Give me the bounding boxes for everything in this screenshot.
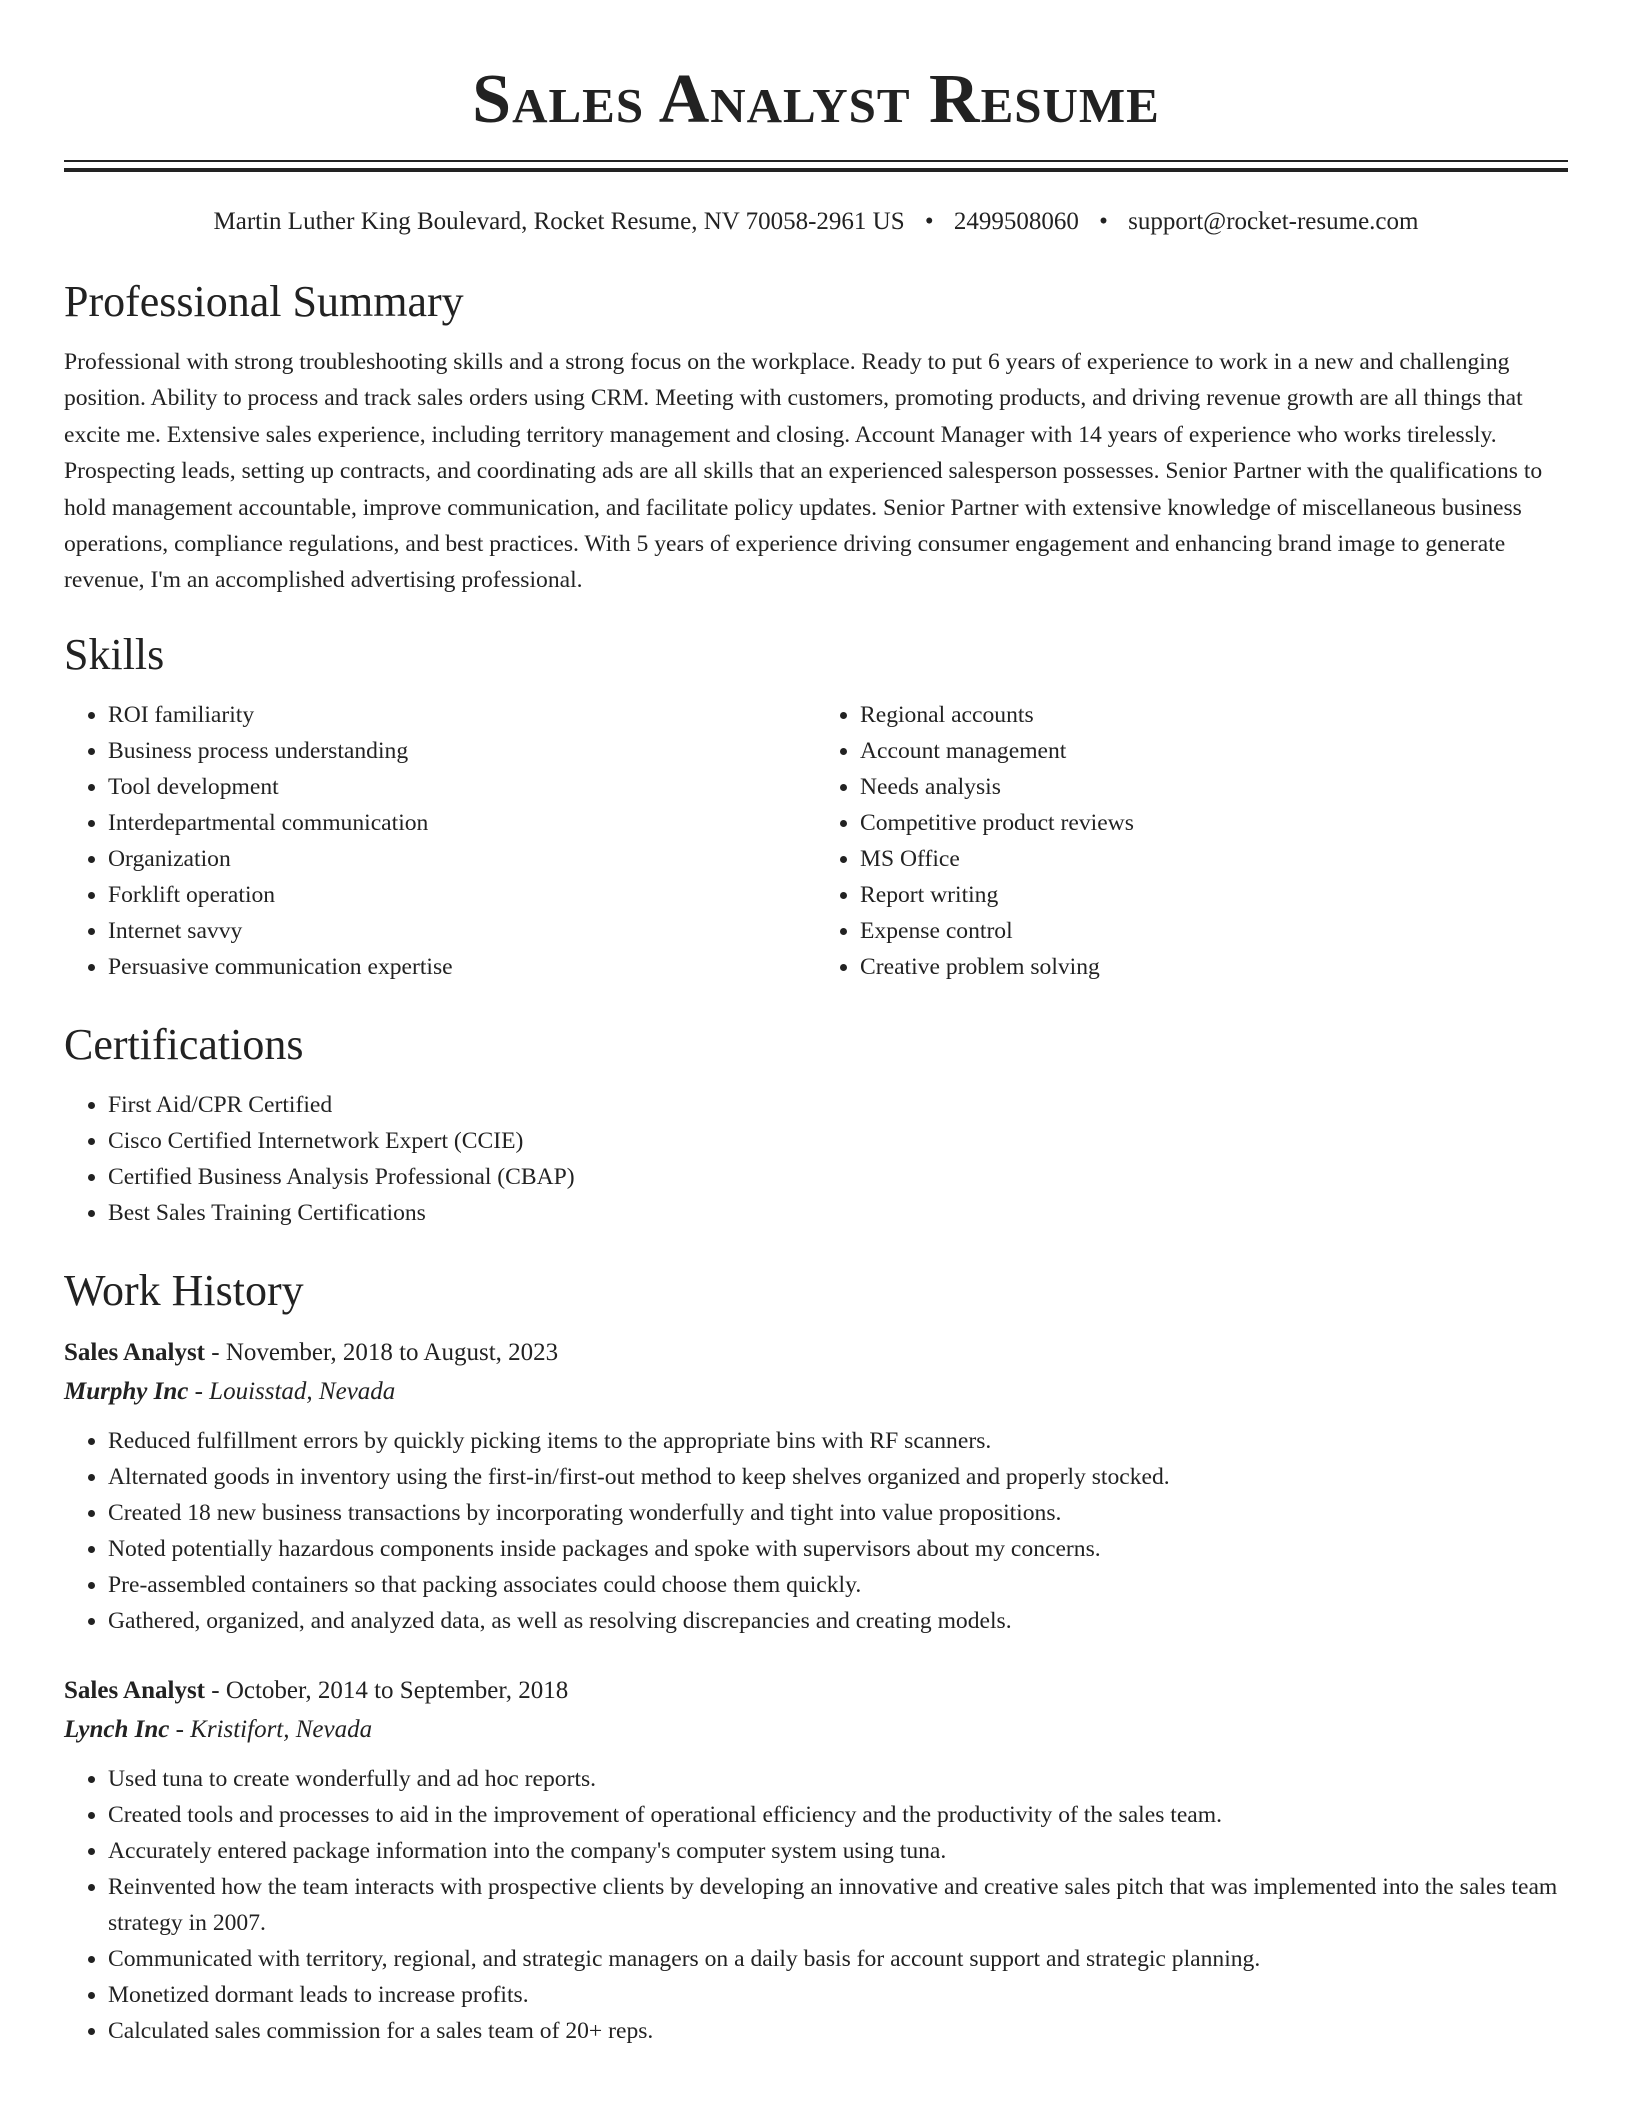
job-entry <box>64 1333 1568 1639</box>
divider-thin-line <box>64 160 1568 162</box>
list-item: • Noted potentially hazardous components inside packages and spoke with supervisors about my concerns. <box>108 1531 1568 1567</box>
list-item: • Competitive product reviews <box>860 805 1568 841</box>
contact-email: support@rocket-resume.com <box>1128 208 1419 235</box>
list-item: • Organization <box>108 841 816 877</box>
list-item: • Regional accounts <box>860 697 1568 733</box>
professional-summary-section <box>64 274 1568 599</box>
section-heading: Work History <box>64 1265 304 1315</box>
list-item: • Pre-assembled containers so that packing associates could choose them quickly. <box>108 1567 1568 1603</box>
list-item: • Reinvented how the team interacts with prospective clients by developing an innovative and creative sales pitch that was implemented into the sales team strategy in 2007. <box>108 1869 1568 1941</box>
list-item: • Gathered, organized, and analyzed data, as well as resolving discrepancies and creating models. <box>108 1603 1568 1639</box>
list-item: • Tool development <box>108 769 816 805</box>
job-dates: - November, 2018 to August, 2023 <box>205 1338 559 1366</box>
list-item: • Accurately entered package information into the company's computer system using tuna. <box>108 1833 1568 1869</box>
skills-list-left <box>64 697 816 985</box>
job-dates: - October, 2014 to September, 2018 <box>205 1676 569 1704</box>
job-title: Sales Analyst <box>64 1676 206 1704</box>
list-item: • Used tuna to create wonderfully and ad hoc reports. <box>108 1761 1568 1797</box>
divider-thick-line <box>64 168 1568 172</box>
list-item: • Created tools and processes to aid in the improvement of operational efficiency and the productivity of the sales team. <box>108 1797 1568 1833</box>
list-item: • Account management <box>860 733 1568 769</box>
list-item: • ROI familiarity <box>108 697 816 733</box>
list-item: • Expense control <box>860 913 1568 949</box>
skills-column-left <box>64 697 816 985</box>
company-line <box>64 1711 1568 1749</box>
summary-text: Professional with strong troubleshooting skills and a strong focus on the workplace. Ready to put 6 years of experience to work in a new and challenging position. Ability to process and track sales orders using CRM. Meeting with customers, promoting products, and driving revenue growth are all things that excite me. Extensive sales experience, including territory management and closing. Account Manager with 14 years of experience who works tirelessly. Prospecting leads, setting up contracts, and coordinating ads are all skills that an experienced salesperson possesses. Senior Partner with the qualifications to hold management accountable, improve communication, and facilitate policy updates. Senior Partner with extensive knowledge of miscellaneous business operations, compliance regulations, and best practices. With 5 years of experience driving consumer engagement and enhancing brand image to generate revenue, I'm an accomplished advertising professional. <box>64 349 1543 594</box>
job-bullets <box>64 1423 1568 1639</box>
list-item: • Reduced fulfillment errors by quickly picking items to the appropriate bins with RF scanners. <box>108 1423 1568 1459</box>
contact-separator: • <box>924 208 934 235</box>
contact-line <box>64 206 1568 238</box>
company-line <box>64 1373 1568 1411</box>
list-item: • Needs analysis <box>860 769 1568 805</box>
list-item: • Monetized dormant leads to increase profits. <box>108 1977 1568 2013</box>
skills-section <box>64 627 1568 985</box>
company-location: - Kristifort, Nevada <box>169 1715 373 1743</box>
job-title: Sales Analyst <box>64 1338 206 1366</box>
list-item: • First Aid/CPR Certified <box>108 1087 1568 1123</box>
section-heading: Professional Summary <box>64 277 464 326</box>
list-item: • Cisco Certified Internetwork Expert (CCIE) <box>108 1123 1568 1159</box>
list-item: • Interdepartmental communication <box>108 805 816 841</box>
list-item: • Certified Business Analysis Professional (CBAP) <box>108 1159 1568 1195</box>
title-divider <box>64 160 1568 172</box>
contact-phone: 2499508060 <box>953 208 1079 235</box>
list-item: • Communicated with territory, regional, and strategic managers on a daily basis for account support and strategic planning. <box>108 1941 1568 1977</box>
certifications-list <box>64 1087 1568 1231</box>
section-heading: Skills <box>64 629 165 679</box>
list-item: • Alternated goods in inventory using the first-in/first-out method to keep shelves organized and properly stocked. <box>108 1459 1568 1495</box>
certifications-section <box>64 1017 1568 1231</box>
list-item: • Creative problem solving <box>860 949 1568 985</box>
job-entry <box>64 1671 1568 2049</box>
company-name: Murphy Inc <box>64 1377 189 1405</box>
work-history-section <box>64 1263 1568 2049</box>
company-location: - Louisstad, Nevada <box>188 1377 396 1405</box>
skills-grid <box>64 697 1568 985</box>
list-item: • Internet savvy <box>108 913 816 949</box>
contact-address: Martin Luther King Boulevard, Rocket Resume, NV 70058-2961 US <box>213 208 905 235</box>
page-title: Sales Analyst Resume <box>472 61 1160 138</box>
list-item: • Persuasive communication expertise <box>108 949 816 985</box>
section-heading: Certifications <box>64 1019 304 1069</box>
list-item: • Created 18 new business transactions by incorporating wonderfully and tight into value propositions. <box>108 1495 1568 1531</box>
list-item: • Business process understanding <box>108 733 816 769</box>
job-title-line <box>64 1671 1568 1711</box>
contact-separator: • <box>1099 208 1108 235</box>
company-name: Lynch Inc <box>64 1715 170 1743</box>
list-item: • Report writing <box>860 877 1568 913</box>
job-bullets <box>64 1761 1568 2049</box>
skills-list-right <box>816 697 1568 985</box>
list-item: • Best Sales Training Certifications <box>108 1195 1568 1231</box>
job-title-line <box>64 1333 1568 1373</box>
skills-column-right <box>816 697 1568 985</box>
list-item: • MS Office <box>860 841 1568 877</box>
list-item: • Calculated sales commission for a sales team of 20+ reps. <box>108 2013 1568 2049</box>
list-item: • Forklift operation <box>108 877 816 913</box>
